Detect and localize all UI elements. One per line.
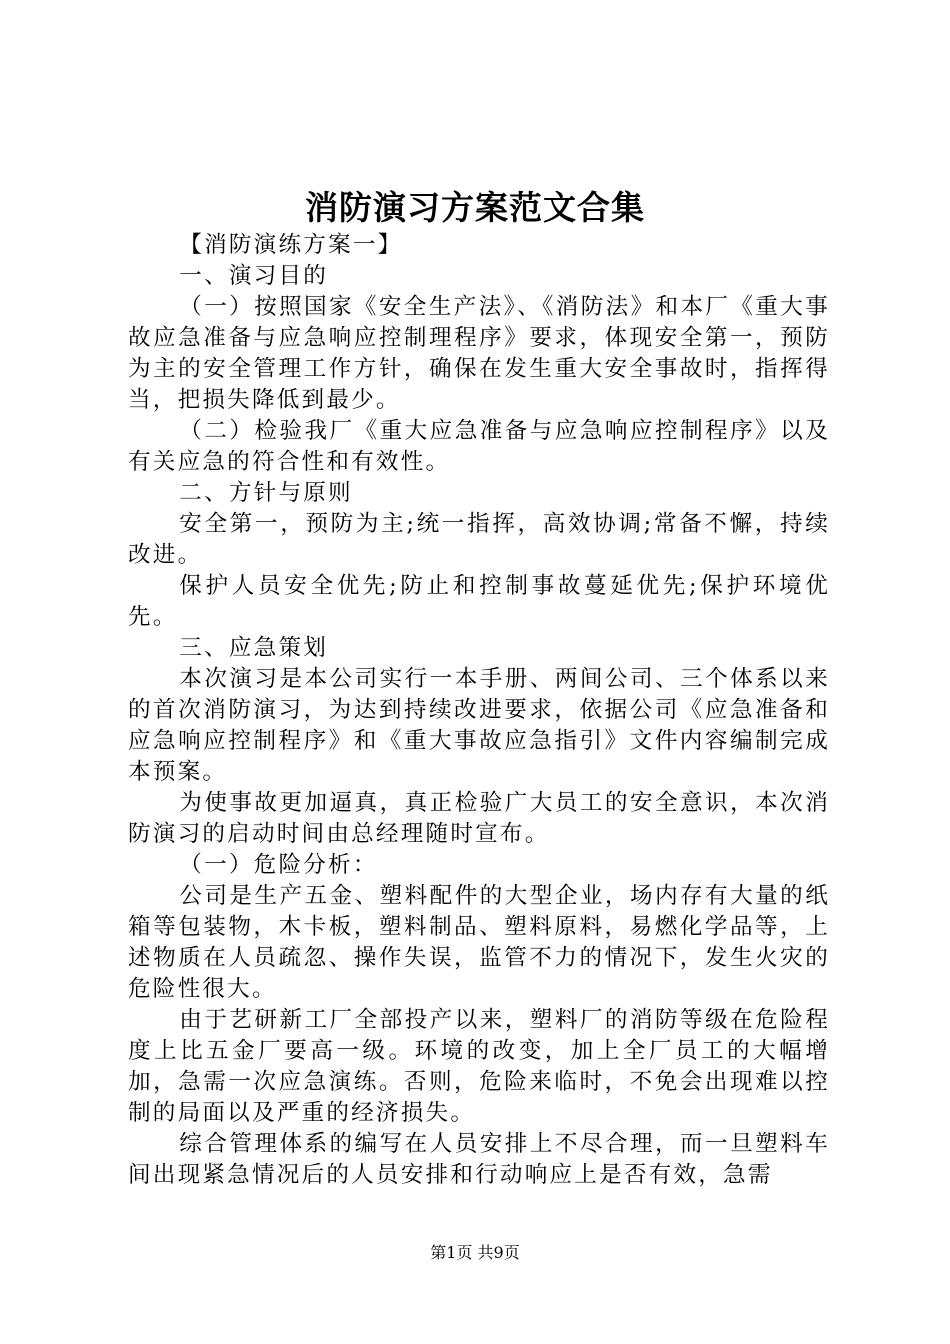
paragraph: 由于艺研新工厂全部投产以来，塑料厂的消防等级在危险程度上比五金厂要高一级。环境的改变，加上全厂员工的大幅增加，急需一次应急演练。否则，危险来临时，不免会出现难以控制的局面以及严重的经济损失。 [128,1007,830,1126]
paragraph: 安全第一，预防为主;统一指挥，高效协调;常备不懈，持续改进。 [128,511,830,568]
paragraph: （二）检验我厂《重大应急准备与应急响应控制程序》以及有关应急的符合性和有效性。 [128,418,830,475]
document-body [128,230,830,1191]
paragraph: 本次演习是本公司实行一本手册、两间公司、三个体系以来的首次消防演习，为达到持续改进要求，依据公司《应急准备和应急响应控制程序》和《重大事故应急指引》文件内容编制完成本预案。 [128,666,830,785]
section-heading: 二、方针与原则 [179,480,353,506]
section-heading: 三、应急策划 [179,635,329,661]
paragraph: 保护人员安全优先;防止和控制事故蔓延优先;保护环境优先。 [128,573,830,630]
subsection-heading: （一）危险分析： [179,852,378,878]
paragraph: 综合管理体系的编写在人员安排上不尽合理，而一旦塑料车间出现紧急情况后的人员安排和行动响应上是否有效，急需 [128,1131,830,1188]
paragraph: 公司是生产五金、塑料配件的大型企业，场内存有大量的纸箱等包装物，木卡板，塑料制品、塑料原料，易燃化学品等，上述物质在人员疏忽、操作失误，监管不力的情况下，发生火灾的危险性很大。 [128,883,830,1002]
section-heading: 一、演习目的 [179,263,329,289]
paragraph: （一）按照国家《安全生产法》、《消防法》和本厂《重大事故应急准备与应急响应控制理程序》要求，体现安全第一，预防为主的安全管理工作方针，确保在发生重大安全事故时，指挥得当，把损失降低到最少。 [128,294,830,413]
paragraph: 为使事故更加逼真，真正检验广大员工的安全意识，本次消防演习的启动时间由总经理随时宣布。 [128,790,830,847]
document-title: 消防演习方案范文合集 [305,188,645,227]
page-number: 第1页 共9页 [430,1243,520,1262]
section-heading: 【消防演练方案一】 [179,232,403,258]
